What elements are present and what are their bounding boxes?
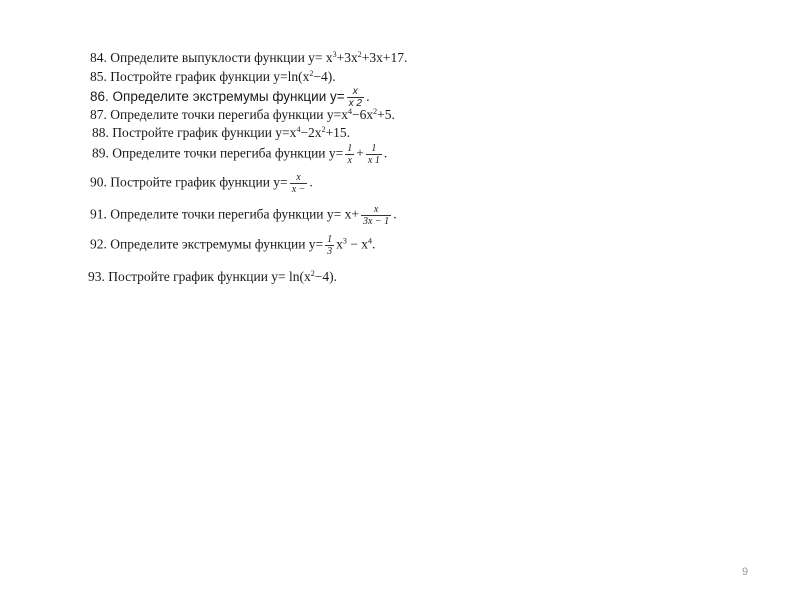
problem-92-term: x: [336, 236, 343, 252]
problem-91: [90, 204, 397, 227]
fraction-numerator: 1: [327, 234, 333, 245]
problem-91-text: 91. Определите точки перегиба функции y= x+: [90, 206, 359, 222]
problem-88-text: 88. Постройте график функции y=x: [92, 125, 297, 140]
problem-84: [90, 50, 407, 66]
fraction-denominator: x: [345, 154, 354, 166]
fraction-numerator: x: [352, 86, 358, 97]
problem-84-mid: +3x: [336, 50, 358, 65]
problem-93-end: −4).: [314, 269, 338, 284]
problem-87: [90, 107, 395, 123]
problem-93-text: 93. Постройте график функции y= ln(x: [88, 269, 311, 284]
problem-90-end: .: [309, 174, 313, 190]
page-number: 9: [742, 566, 749, 578]
problem-89-end: .: [383, 145, 388, 161]
problem-85: [90, 69, 336, 85]
exponent: 2: [310, 269, 315, 278]
fraction-numerator: x: [296, 172, 301, 183]
fraction-numerator: 1: [347, 143, 353, 154]
problem-85-end: −4).: [313, 69, 336, 84]
fraction-numerator: 1: [371, 143, 377, 154]
problem-87-end: +5.: [377, 107, 395, 122]
fraction: [347, 86, 364, 109]
fraction-denominator: 3: [327, 246, 333, 257]
exponent: 2: [309, 69, 314, 78]
problem-85-text: 85. Постройте график функции y=ln(x: [90, 69, 310, 84]
problem-86-end: .: [365, 89, 370, 105]
fraction-denominator: x 1: [367, 155, 380, 166]
problem-88-end: +15.: [325, 125, 351, 140]
problem-92: [90, 234, 375, 257]
fraction: [290, 172, 308, 195]
problem-87-mid: −6x: [352, 107, 374, 122]
problem-87-text: 87. Определите точки перегиба функции y=x: [90, 107, 349, 122]
fraction: [325, 234, 334, 257]
problem-93: [88, 269, 337, 285]
problem-92-mid: − x: [346, 236, 369, 252]
problem-92-text: 92. Определите экстремумы функции y=: [90, 236, 324, 252]
problem-92-end: .: [372, 236, 376, 252]
problem-90: [90, 172, 313, 195]
fraction-denominator: 3x − 1: [363, 216, 390, 227]
exponent: 4: [348, 107, 353, 116]
exponent: 3: [342, 236, 347, 246]
exponent: 2: [321, 125, 326, 134]
problem-88: [92, 125, 350, 141]
fraction-denominator: x −: [291, 184, 306, 195]
fraction: [345, 143, 354, 166]
exponent: 4: [368, 236, 373, 246]
problem-86-text: 86. Определите экстремумы функции y=: [90, 89, 345, 105]
exponent: 3: [332, 50, 337, 59]
problem-89: [92, 143, 387, 166]
exponent: 4: [296, 125, 301, 134]
problem-91-end: .: [393, 206, 397, 222]
problem-90-text: 90. Постройте график функции y=: [90, 174, 288, 190]
plus-sign: +: [356, 145, 364, 161]
fraction-denominator: x 2: [348, 98, 362, 109]
fraction: [366, 143, 382, 166]
problem-88-mid: −2x: [300, 125, 322, 140]
fraction: [361, 204, 391, 227]
problem-84-text: 84. Определите выпуклости функции y= x: [90, 50, 333, 65]
fraction-numerator: x: [373, 204, 379, 215]
exponent: 2: [357, 50, 362, 59]
problem-89-text: 89. Определите точки перегиба функции y=: [92, 145, 344, 161]
exponent: 2: [373, 107, 378, 116]
problem-84-end: +3x+17.: [361, 50, 408, 65]
problem-86: [90, 86, 370, 109]
